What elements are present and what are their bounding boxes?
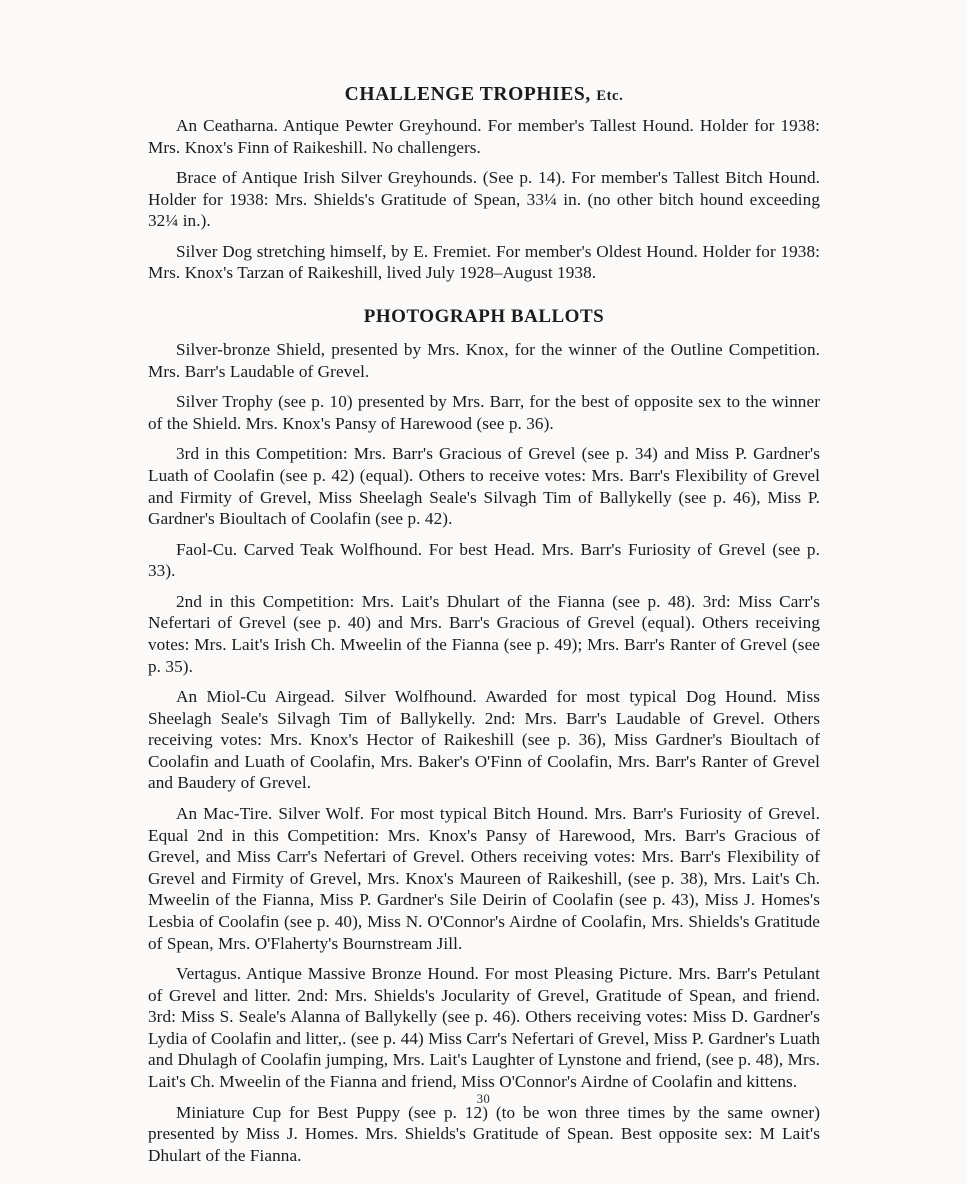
- section-heading-photograph-ballots: PHOTOGRAPH BALLOTS: [363, 306, 605, 328]
- paragraph-an-ceatharna: An Ceatharna. Antique Pewter Greyhound. For member's Tallest Hound. Holder for 1938: Mrs. Knox's Finn of Raikeshill. No challengers.: [148, 116, 820, 157]
- page-number: 30: [476, 1092, 491, 1106]
- page-title-suffix: Etc.: [596, 88, 624, 104]
- paragraph-an-mac-tire: An Mac-Tire. Silver Wolf. For most typical Bitch Hound. Mrs. Barr's Furiosity of Grevel. Equal 2nd in this Competition: Mrs. Knox's Pansy of Harewood, Mrs. Barr's Gracious of Grevel, and Miss Carr's Nefertari of Grevel. Others receiving votes: Mrs. Barr's Flexibility of Grevel and Firmity of Grevel, Mrs. Knox's Maureen of Raikeshill, (see p. 38), Mrs. Lait's Ch. Mweelin of the Fianna, Miss P. Gardner's Sile Deirin of Coolafin (see p. 43), Miss J. Homes's Lesbia of Coolafin (see p. 40), Miss N. O'Connor's Airdne of Coolafin, Mrs. Shields's Gratitude of Spean, Mrs. O'Flaherty's Bournstream Jill.: [148, 804, 820, 953]
- paragraph-brace-of-greyhounds: Brace of Antique Irish Silver Greyhounds. (See p. 14). For member's Tallest Bitch Hound. Holder for 1938: Mrs. Shields's Gratitude of Spean, 33¼ in. (no other bitch hound exceeding 32¼ in.).: [148, 168, 820, 231]
- paragraph-silver-dog-stretching: Silver Dog stretching himself, by E. Fremiet. For member's Oldest Hound. Holder for 1938: Mrs. Knox's Tarzan of Raikeshill, lived July 1928–August 1938.: [148, 241, 820, 283]
- page-title: [148, 84, 820, 106]
- paragraph-vertagus: Vertagus. Antique Massive Bronze Hound. For most Pleasing Picture. Mrs. Barr's Petulant of Grevel and litter. 2nd: Mrs. Shields's Jocularity of Grevel, Gratitude of Spean, and friend. 3rd: Miss S. Seale's Alanna of Ballykelly (see p. 46). Others receiving votes: Miss D. Gardner's Lydia of Coolafin and litter,. (see p. 44) Miss Carr's Nefertari of Grevel, Miss P. Gardner's Luath and Dhulagh of Coolafin jumping, Mrs. Lait's Laughter of Lynstone and friend, (see p. 48), Mrs. Lait's Ch. Mweelin of the Fianna and friend, Miss O'Connor's Airdne of Coolafin and kittens.: [148, 964, 820, 1091]
- paragraph-miniature-cup: Miniature Cup for Best Puppy (see p. 12) (to be won three times by the same owner) presented by Miss J. Homes. Mrs. Shields's Gratitude of Spean. Best opposite sex: M Lait's Dhulart of the Fianna.: [148, 1102, 820, 1165]
- paragraph-silver-trophy: Silver Trophy (see p. 10) presented by Mrs. Barr, for the best of opposite sex to the winner of the Shield. Mrs. Knox's Pansy of Harewood (see p. 36).: [148, 392, 820, 433]
- paragraph-second-in-competition: 2nd in this Competition: Mrs. Lait's Dhulart of the Fianna (see p. 48). 3rd: Miss Carr's Nefertari of Grevel (see p. 40) and Mrs. Barr's Gracious of Grevel (equal). Others receiving votes: Mrs. Lait's Irish Ch. Mweelin of the Fianna (see p. 49); Mrs. Barr's Ranter of Grevel (see p. 35).: [148, 591, 820, 676]
- paragraph-faol-cu: Faol-Cu. Carved Teak Wolfhound. For best Head. Mrs. Barr's Furiosity of Grevel (see p. 33).: [148, 539, 820, 581]
- paragraph-an-miol-cu-airgead: An Miol-Cu Airgead. Silver Wolfhound. Awarded for most typical Dog Hound. Miss Sheelagh Seale's Silvagh Tim of Ballykelly. 2nd: Mrs. Barr's Laudable of Grevel. Others receiving votes: Mrs. Knox's Hector of Raikeshill (see p. 36), Miss Gardner's Bioultach of Coolafin and Luath of Coolafin, Mrs. Baker's O'Finn of Coolafin, Mrs. Barr's Ranter of Grevel and Baudery of Grevel.: [148, 687, 820, 793]
- paragraph-silver-bronze-shield: Silver-bronze Shield, presented by Mrs. Knox, for the winner of the Outline Competition. Mrs. Barr's Laudable of Grevel.: [148, 340, 820, 381]
- paragraph-third-in-competition: 3rd in this Competition: Mrs. Barr's Gracious of Grevel (see p. 34) and Miss P. Gardner's Luath of Coolafin (see p. 42) (equal). Others to receive votes: Mrs. Barr's Flexibility of Grevel and Firmity of Grevel, Miss Sheelagh Seale's Silvagh Tim of Ballykelly (see p. 46), Miss P. Gardner's Bioultach of Coolafin (see p. 42).: [148, 444, 820, 529]
- page-title-main: CHALLENGE TROPHIES,: [344, 84, 591, 105]
- document-body: [148, 84, 820, 1166]
